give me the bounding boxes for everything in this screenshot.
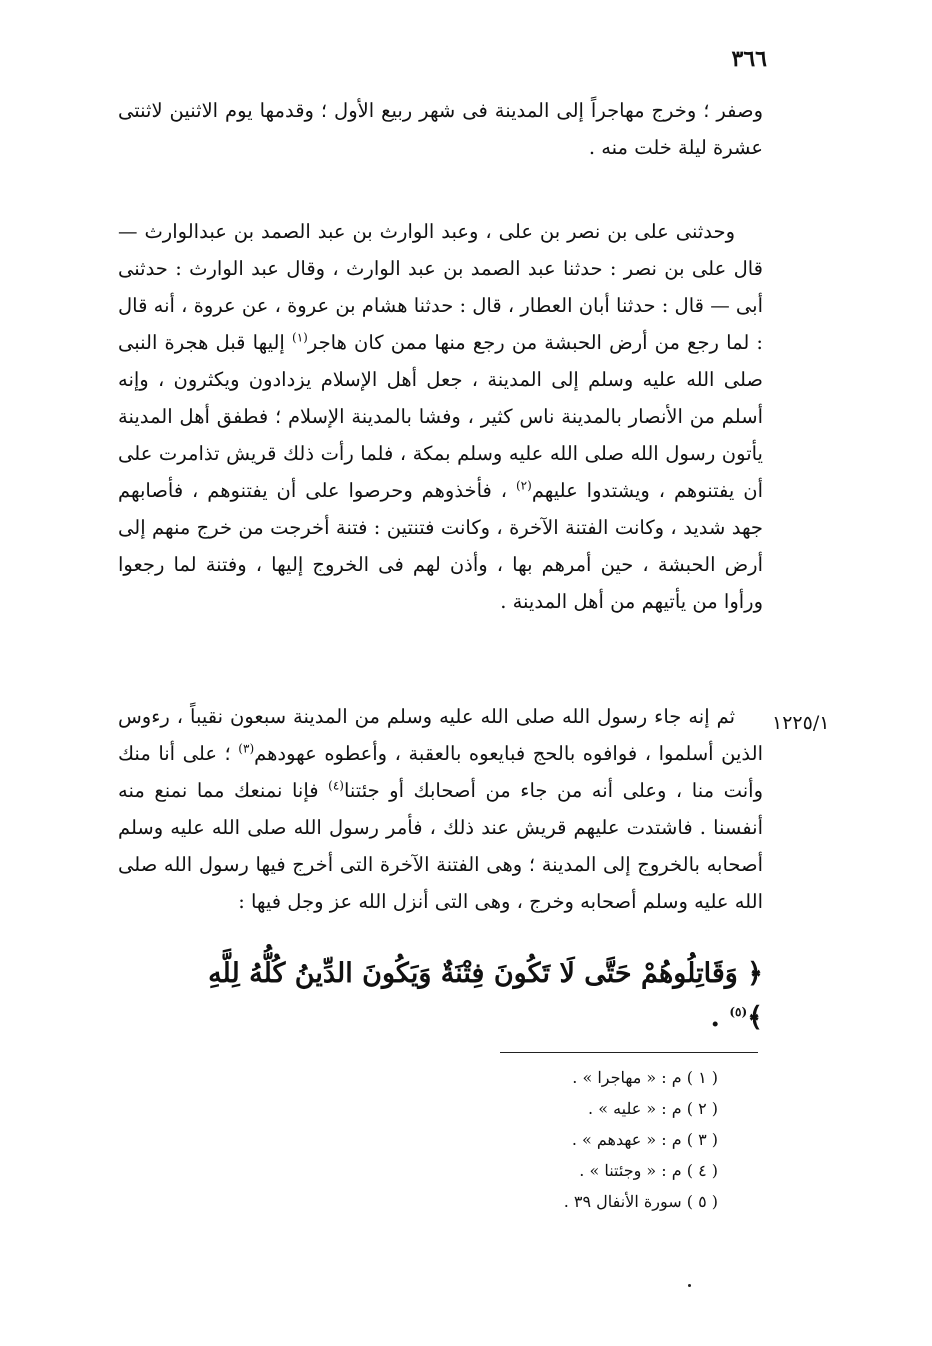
footnote-divider — [500, 1052, 758, 1053]
paragraph-3-text-c: فإنا نمنعك مما نمنع منه أنفسنا . فاشتدت عليهم قريش عند ذلك ، فأمر رسول الله صلى الله عليه وسلم أصحابه بالخروج إلى المدينة ؛ وهى الفتنة الآخرة التى أخرج فيها رسول الله صلى الله عليه وسلم أصحابه وخرج ، وهى التى أنزل الله عز وجل فيها : — [118, 779, 763, 913]
footnote-marker-1: (١) — [292, 330, 308, 345]
paragraph-2-text-b: إليها قبل هجرة النبى صلى الله عليه وسلم إلى المدينة ، جعل أهل الإسلام يزدادون ويكثرون ، وإنه أسلم من الأنصار بالمدينة ناس كثير ، وفشا بالمدينة الإسلام ؛ فطفق أهل المدينة يأتون رسول الله صلى الله عليه وسلم بمكة ، فلما رأت ذلك قريش تذامرت على أن يفتنوهم ، ويشتدوا عليهم — [118, 331, 763, 502]
footnote-2: ( ٢ ) م : « عليه » . — [588, 1099, 718, 1118]
footnote-marker-4: (٤) — [328, 778, 344, 793]
footnote-5: ( ٥ ) سورة الأنفال ٣٩ . — [563, 1192, 718, 1211]
footnotes-list — [360, 1062, 718, 1217]
footnote-4: ( ٤ ) م : « وجئتنا » . — [579, 1161, 718, 1180]
paragraph-2 — [118, 213, 763, 620]
paragraph-3-text-b: ؛ على أنا منك وأنت منا ، وعلى أنه من جاء من أصحابك أو جئتنا — [118, 742, 763, 802]
paragraph-2-text-a: وحدثنى على بن نصر بن على ، وعبد الوارث بن عبد الصمد بن عبدالوارث — قال على بن نصر : حدثنا عبد الصمد بن عبد الوارث ، وقال عبد الوارث : حدثنى أبى — قال : حدثنا أبان العطار ، قال : حدثنا هشام بن عروة ، عن عروة ، أنه قال : لما رجع من أرض الحبشة من رجع منها ممن كان هاجر — [118, 220, 764, 354]
footnote-marker-3: (٣) — [238, 741, 255, 756]
paragraph-1: وصفر ؛ وخرج مهاجراً إلى المدينة فى شهر ربيع الأول ؛ وقدمها يوم الاثنين لاثنتى عشرة ليلة خلت منه . — [118, 99, 763, 159]
paragraph-3-text-a: ثم إنه جاء رسول الله صلى الله عليه وسلم من المدينة سبعون نقيباً ، رءوس الذين أسلموا ، فوافوه بالحج فبايعوه بالعقبة ، وأعطوه عهودهم — [118, 705, 764, 765]
footnote-3: ( ٣ ) م : « عهدهم » . — [571, 1130, 718, 1149]
paragraph-3 — [118, 698, 763, 920]
page-dot-mark — [688, 1284, 691, 1287]
verse-end: . — [710, 1002, 730, 1033]
footnote-1: ( ١ ) م : « مهاجرا » . — [572, 1068, 718, 1087]
footnote-marker-5: (٥) — [729, 1005, 748, 1019]
quran-verse — [190, 952, 763, 1040]
verse-text: ﴿ وَقَاتِلُوهُمْ حَتَّى لَا تَكُونَ فِتْنَةٌ وَيَكُونَ الدِّينُ كُلُّهُ لِلَّهِ ﴾ — [208, 958, 763, 1033]
page-number: ٣٦٦ — [731, 46, 767, 72]
margin-reference: ١٢٢٥/١ — [772, 712, 830, 734]
paragraph-2-text-c: ، فأخذوهم وحرصوا على أن يفتنوهم ، فأصابهم جهد شديد ، وكانت الفتنة الآخرة ، وكانت فتنتين : فتنة أخرجت من خرج منهم إلى أرض الحبشة ، حين أمرهم بها ، وأذن لهم فى الخروج إليها ، وفتنة لما رجعوا ورأوا من يأتيهم من أهل المدينة . — [118, 479, 763, 613]
footnote-marker-2: (٢) — [515, 478, 532, 493]
